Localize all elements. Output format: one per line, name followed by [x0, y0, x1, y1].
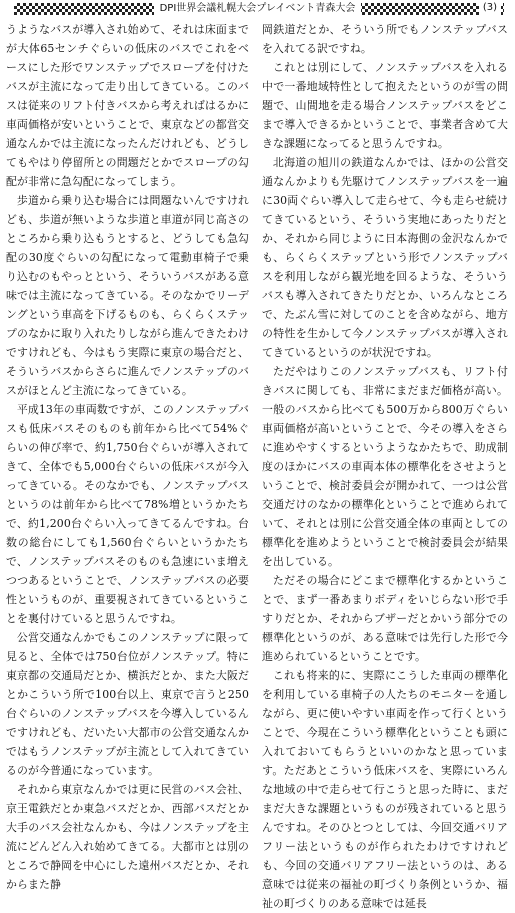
right-paragraph: ただその場合にどこまで標準化するかということで、まず一番あまりボディをいじらない形で手すりだとか、それからブザーだとかいう部分での標準化というのが、ある意味では先行した形で今進められているということです。 — [262, 574, 508, 663]
header-title: DPI世界会議札幌大会プレイベント青森大会 — [154, 2, 362, 16]
page-number: (3) — [479, 1, 501, 15]
right-column — [262, 20, 508, 913]
right-paragraph: これとは別にして、ノンステップバスを入れる中で一番地域特性として抱えたというのが雪の問題で、山間地を走る場合ノンステップバスをどこまで導入できるかということで、事業者含めて大きな課題になってると思うんですね。 — [262, 61, 508, 150]
left-column — [6, 20, 249, 894]
page-header — [0, 0, 515, 18]
right-paragraph: 北海道の旭川の鉄道なんかでは、ほかの公営交通なんかよりも先駆けてノンステップバスを一遍に30両ぐらい導入して走らせて、今も走らせ続けてきているという、そういう実地にあったりだとか、それから同じように日本海側の金沢なんかでも、らくらくステップという形でノンステップバスを利用しながら観光地を回るような、そういうバスも導入されてきたりだとか、いろんなところで、たぶん雪に対してのことを含めながら、地方の特性を生かして今ノンステップバスが導入されてきているというのが状況ですね。 — [262, 156, 508, 359]
right-paragraph: これも将来的に、実際にこうした車両の標準化を利用している車椅子の人たちのモニターを通しながら、更に使いやすい車両を作って行くということで、今現在こういう標準化ということも頭に入れておいてもらうといいのかなと思っています。ただあとこういう低床バスを、実際にいろんな地域の中で走らせて行こうと思った時に、まだまだ大きな課題というものが残されていると思うんですね。そのひとつとしては、今回交通バリアフリー法というものが作られたわけですけれども、今回の交通バリアフリー法というのは、ある意味では従来の福祉の町づくり条例というか、福祉の町づくりのある意味では延長 — [262, 669, 508, 910]
left-paragraph: うようなバスが導入され始めて、それは床面までが大体65センチぐらいの低床のバスでこれをベースにした形でワンステップでスロープを付けたバスが主流になって走り出してきている。このバスは従来のリフト付きバスから考えればはるかに車両価格が安いということで、東京などの都営交通なんかでは主流になったんだけれども、どうしてもやはり停留所との問題だとかでスロープの勾配が非常に急勾配になってしまう。 — [6, 23, 249, 188]
left-paragraph: それから東京なんかでは更に民営のバス会社、京王電鉄だとか東急バスだとか、西部バスだとか大手のバス会社なんかも、今はノンステップを主流にどんどん入れ始めてきてる。大都市とは別のところで静岡を中心にした遠州バスだとか、それからまた静 — [6, 783, 249, 891]
left-paragraph: 歩道から乗り込む場合には問題ないんですけれども、歩道が無いような歩道と車道が同じ高さのところから乗り込もうとすると、どうしても急勾配の30度ぐらいの勾配になって電動車椅子で乗り込むのもやっとという、そういうバスがある意味では主流になってきている。そのなかでリーデングという車高を下げるものも、らくらくステップのなかに取り入れたりしながら進んできたわけですけれども、今はもう実際に東京の場合だと、そういうバスからさらに進んでノンステップのバスがほとんど主流になってきている。 — [6, 194, 249, 397]
left-paragraph: 公営交通なんかでもこのノンステップに限って見ると、全体では750台位がノンステップ。特に東京都の交通局だとか、横浜だとか、また大阪だとかこういう所で100台以上、東京で言うと250台ぐらいのノンステップバスを今導入しているんですけれども、だいたい大都市の公営交通なんかではもうノンステップが主流として入れてきているのが今普通になっています。 — [6, 631, 249, 777]
right-paragraph: ただやはりこのノンステップバスも、リフト付きバスに関しても、非常にまだまだ価格が高い。一般のバスから比べても500万から800万ぐらい車両価格が高いということで、今その導入をさらに進めやすくするというようなかたちで、助成制度のほかにバスの車両本体の標準化をさせようということで、検討委員会が開かれて、一つは公営交通だけのなかの標準化ということで進められていて、それとは別に公営交通全体の車両としての標準化を進めようということで検討委員会が結果を出している。 — [262, 365, 508, 568]
right-paragraph: 岡鉄道だとか、そういう所でもノンステップバスを入れてる訳ですね。 — [262, 23, 508, 55]
left-paragraph: 平成13年の車両数ですが、このノンステップバスも低床バスそのものも前年から比べて54%ぐらいの伸び率で、約1,750台ぐらいが導入されてきて、全体でも5,000台ぐらいの低床バスが今入ってきている。そのなかでも、ノンステップバスというのは前年から比べて78%増というかたちで、約1,200台ぐらい入ってきてるんですね。台数の総台にしても1,560台ぐらいというかたちで、ノンステップバスそのものも急速にいま増えつつあるということで、ノンステップバスの必要性というものが、重要視されてきているということを裏付けていると思うんですね。 — [6, 403, 249, 625]
